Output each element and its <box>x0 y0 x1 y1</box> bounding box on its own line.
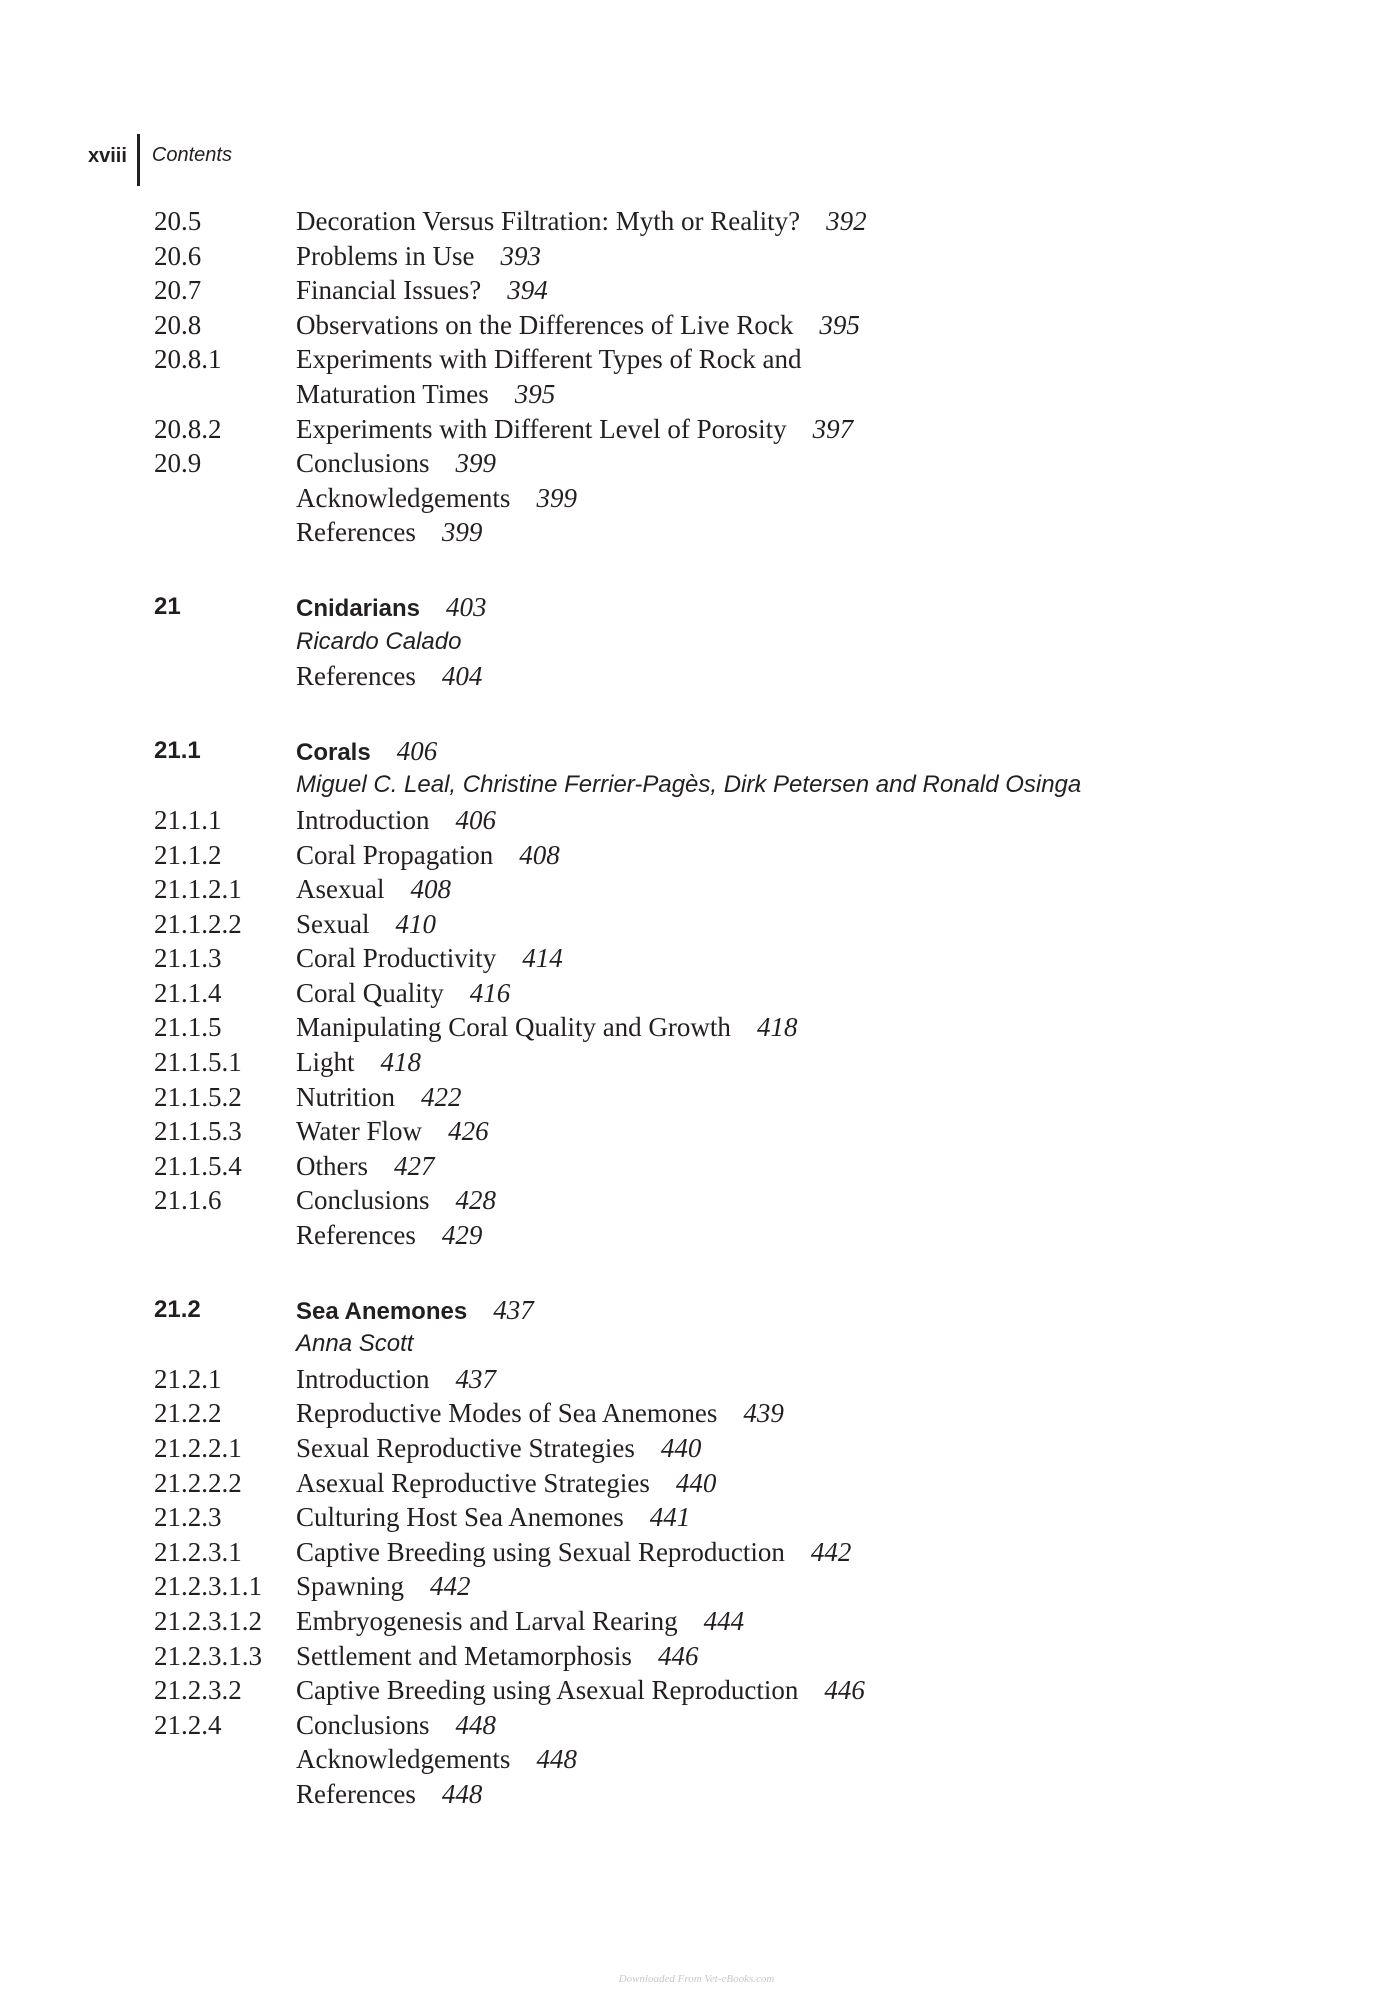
toc-page-number: 440 <box>675 1467 717 1498</box>
toc-page-number: 440 <box>660 1433 702 1463</box>
toc-page-number: 406 <box>455 804 496 835</box>
toc-title: Light <box>296 1047 355 1078</box>
toc-title: Problems in Use <box>296 240 475 271</box>
toc-entry-row <box>154 907 1314 942</box>
toc-title: Asexual <box>296 874 385 905</box>
toc-author-row <box>154 1327 1314 1362</box>
toc-title: Decoration Versus Filtration: Myth or Reality? <box>296 206 801 236</box>
toc-page-number: 448 <box>536 1744 577 1775</box>
toc-title: Coral Productivity <box>296 943 497 974</box>
toc-page-number: 442 <box>430 1571 471 1602</box>
toc-title: Captive Breeding using Sexual Reproduction <box>296 1536 785 1567</box>
toc-title: References <box>296 661 416 692</box>
toc-page-number: 414 <box>522 943 563 974</box>
toc-section-number: 21.2.2 <box>154 1398 222 1429</box>
toc-entry-row <box>154 941 1314 976</box>
toc-author: Anna Scott <box>296 1330 414 1358</box>
toc-entry-row <box>154 838 1314 873</box>
toc-entry-row <box>154 1362 1314 1397</box>
toc-section-number: 20.9 <box>154 448 202 479</box>
toc-title: Acknowledgements <box>296 482 511 513</box>
toc-title: References <box>296 1778 416 1809</box>
toc-page-number: 392 <box>826 206 867 236</box>
toc-page-number: 394 <box>507 275 548 306</box>
toc-page-number: 437 <box>493 1294 534 1325</box>
toc-section-number: 21.2.3 <box>154 1502 222 1533</box>
toc-section-number: 20.5 <box>154 206 202 236</box>
toc-author-row <box>154 768 1314 803</box>
toc-entry-row <box>154 1431 1314 1466</box>
toc-section-number: 20.8 <box>154 309 202 340</box>
toc-section-number: 21.1.1 <box>154 804 222 835</box>
toc-page-number: 395 <box>514 378 556 409</box>
toc-section-number: 21.1.5 <box>154 1012 222 1043</box>
toc-page-number: 446 <box>657 1640 699 1671</box>
toc-page-number: 418 <box>756 1012 798 1043</box>
toc-page-number: 410 <box>395 908 436 939</box>
toc-section-number: 21.1.5.3 <box>154 1116 242 1147</box>
toc-entry-row <box>154 515 1314 550</box>
toc-page-number: 395 <box>819 309 860 340</box>
toc-page-number: 406 <box>396 735 438 766</box>
toc-title: Coral Quality <box>296 977 444 1008</box>
toc-section-number: 21.2 <box>154 1295 201 1323</box>
toc-page-number: 393 <box>500 240 541 271</box>
toc-section-number: 21.1.5.2 <box>154 1081 242 1112</box>
toc-title: References <box>296 517 416 548</box>
toc-page-number: 426 <box>448 1116 489 1147</box>
toc-section-number: 21.1.2 <box>154 839 222 870</box>
toc-page-number: 399 <box>536 482 577 513</box>
toc-title: Experiments with Different Types of Rock and <box>296 344 802 375</box>
toc-entry <box>296 768 1081 806</box>
toc-section-number: 21.1.2.1 <box>154 874 242 905</box>
toc-page-number: 408 <box>519 839 560 870</box>
running-head: Contents <box>151 144 232 166</box>
toc-entry-row <box>154 1742 1314 1777</box>
toc-section-number: 21.2.3.1.1 <box>154 1571 262 1602</box>
toc-entry <box>296 1218 482 1258</box>
toc-author: Ricardo Calado <box>296 627 462 655</box>
toc-page-number: 446 <box>824 1675 865 1706</box>
toc-title: Maturation Times <box>296 378 489 409</box>
toc-entry-row <box>154 1777 1314 1812</box>
toc-entry-row <box>154 1045 1314 1080</box>
toc-page-number: 416 <box>469 977 511 1008</box>
toc-section-number: 21.1.5.4 <box>154 1150 242 1181</box>
toc-page-number: 399 <box>455 448 497 479</box>
toc-entry-row <box>154 1080 1314 1115</box>
toc-page-number: 418 <box>380 1047 421 1078</box>
toc-entry-row <box>154 1500 1314 1535</box>
toc-entry-row <box>154 446 1314 481</box>
toc-title: Embryogenesis and Larval Rearing <box>296 1605 678 1636</box>
toc-page-number: 427 <box>393 1150 435 1181</box>
toc-title: Spawning <box>296 1571 404 1602</box>
toc-page-number: 442 <box>810 1536 852 1567</box>
toc-entry-row <box>154 1218 1314 1253</box>
toc-title: Introduction <box>296 804 430 835</box>
toc-section-number: 20.8.1 <box>154 344 222 375</box>
toc-title: References <box>296 1220 416 1251</box>
toc-entry-row <box>154 204 1314 239</box>
toc-title: Experiments with Different Level of Porosity <box>296 413 787 444</box>
table-of-contents <box>154 204 1314 1812</box>
toc-page-number: 448 <box>455 1709 497 1740</box>
toc-section-number: 21.2.3.1 <box>154 1536 242 1567</box>
toc-section-number: 21.2.4 <box>154 1709 222 1740</box>
toc-page-number: 429 <box>441 1220 483 1251</box>
toc-section-number: 20.6 <box>154 240 202 271</box>
page-number: xviii <box>88 145 127 167</box>
toc-entry-row <box>154 1708 1314 1743</box>
toc-entry <box>296 659 482 699</box>
toc-entry-row <box>154 342 1314 377</box>
toc-title: Culturing Host Sea Anemones <box>296 1502 624 1533</box>
toc-entry-row <box>154 1114 1314 1149</box>
toc-section-number: 21.1 <box>154 736 201 764</box>
toc-entry-row <box>154 1535 1314 1570</box>
toc-title: Conclusions <box>296 1185 430 1216</box>
toc-section-number: 21.1.6 <box>154 1185 222 1216</box>
toc-entry-row <box>154 1396 1314 1431</box>
toc-entry-row <box>154 659 1314 694</box>
toc-entry-row <box>154 1673 1314 1708</box>
toc-title: Water Flow <box>296 1116 423 1147</box>
toc-page-number: 437 <box>455 1363 496 1394</box>
toc-entry-row <box>154 239 1314 274</box>
toc-heading-row <box>154 1293 1314 1328</box>
toc-entry-row <box>154 1639 1314 1674</box>
toc-page-number: 428 <box>455 1185 497 1216</box>
toc-section-number: 21.1.4 <box>154 977 222 1008</box>
toc-title: Observations on the Differences of Live Rock <box>296 309 794 340</box>
toc-page-number: 399 <box>441 517 483 548</box>
toc-title: Sexual Reproductive Strategies <box>296 1433 635 1463</box>
toc-entry-row <box>154 872 1314 907</box>
toc-title: Captive Breeding using Asexual Reproduction <box>296 1675 799 1706</box>
toc-entry-row <box>154 377 1314 412</box>
toc-section-number: 21.2.2.2 <box>154 1467 242 1498</box>
toc-section-number: 21.1.2.2 <box>154 908 242 939</box>
toc-chapter-title: Sea Anemones <box>296 1297 468 1325</box>
toc-entry-row <box>154 1604 1314 1639</box>
toc-title: Conclusions <box>296 448 430 479</box>
toc-title: Reproductive Modes of Sea Anemones <box>296 1398 718 1429</box>
toc-title: Sexual <box>296 908 370 939</box>
toc-section-number: 21 <box>154 592 181 620</box>
footer-watermark: Downloaded From Vet-eBooks.com <box>618 1973 775 1985</box>
toc-section-number: 21.1.5.1 <box>154 1047 242 1078</box>
toc-section-number: 21.1.3 <box>154 943 222 974</box>
toc-section-number: 20.7 <box>154 275 202 306</box>
toc-page-number: 441 <box>649 1502 691 1533</box>
toc-entry-row <box>154 803 1314 838</box>
toc-entry-row <box>154 273 1314 308</box>
toc-section-number: 20.8.2 <box>154 413 222 444</box>
toc-title: Settlement and Metamorphosis <box>296 1640 632 1671</box>
toc-section-number: 21.2.1 <box>154 1363 222 1394</box>
toc-title: Manipulating Coral Quality and Growth <box>296 1012 731 1043</box>
toc-entry-row <box>154 1183 1314 1218</box>
toc-section-number: 21.2.3.2 <box>154 1675 242 1706</box>
toc-title: Introduction <box>296 1363 430 1394</box>
toc-page-number: 403 <box>446 591 487 622</box>
toc-entry <box>296 1777 482 1817</box>
toc-title: Others <box>296 1150 368 1181</box>
toc-entry-row <box>154 1149 1314 1184</box>
toc-page-number: 408 <box>410 874 451 905</box>
toc-title: Financial Issues? <box>296 275 482 306</box>
toc-page-number: 444 <box>703 1605 745 1636</box>
toc-entry <box>296 625 461 663</box>
toc-page-number: 439 <box>743 1398 784 1429</box>
toc-section-number: 21.2.3.1.3 <box>154 1640 262 1671</box>
toc-page-number: 404 <box>441 661 483 692</box>
toc-entry-row <box>154 308 1314 343</box>
toc-entry-row <box>154 1010 1314 1045</box>
toc-section-number: 21.2.3.1.2 <box>154 1605 262 1636</box>
toc-entry-row <box>154 1466 1314 1501</box>
toc-title: Coral Propagation <box>296 839 494 870</box>
toc-heading-row <box>154 590 1314 625</box>
toc-author: Miguel C. Leal, Christine Ferrier-Pagès, Dirk Petersen and Ronald Osinga <box>296 771 1082 799</box>
page-header <box>88 134 232 186</box>
toc-entry-row <box>154 1569 1314 1604</box>
toc-page-number: 397 <box>812 413 854 444</box>
toc-entry <box>296 515 482 555</box>
toc-title: Nutrition <box>296 1081 395 1112</box>
toc-page-number: 448 <box>441 1778 483 1809</box>
toc-chapter-title: Corals <box>296 738 371 766</box>
toc-section-number: 21.2.2.1 <box>154 1433 242 1463</box>
toc-author-row <box>154 625 1314 660</box>
toc-entry-row <box>154 412 1314 447</box>
toc-entry <box>296 1327 413 1365</box>
toc-entry-row <box>154 976 1314 1011</box>
toc-heading-row <box>154 734 1314 769</box>
toc-page-number: 422 <box>421 1081 462 1112</box>
toc-title: Asexual Reproductive Strategies <box>296 1467 650 1498</box>
toc-entry-row <box>154 481 1314 516</box>
toc-title: Conclusions <box>296 1709 430 1740</box>
toc-title: Acknowledgements <box>296 1744 511 1775</box>
toc-chapter-title: Cnidarians <box>296 594 421 622</box>
